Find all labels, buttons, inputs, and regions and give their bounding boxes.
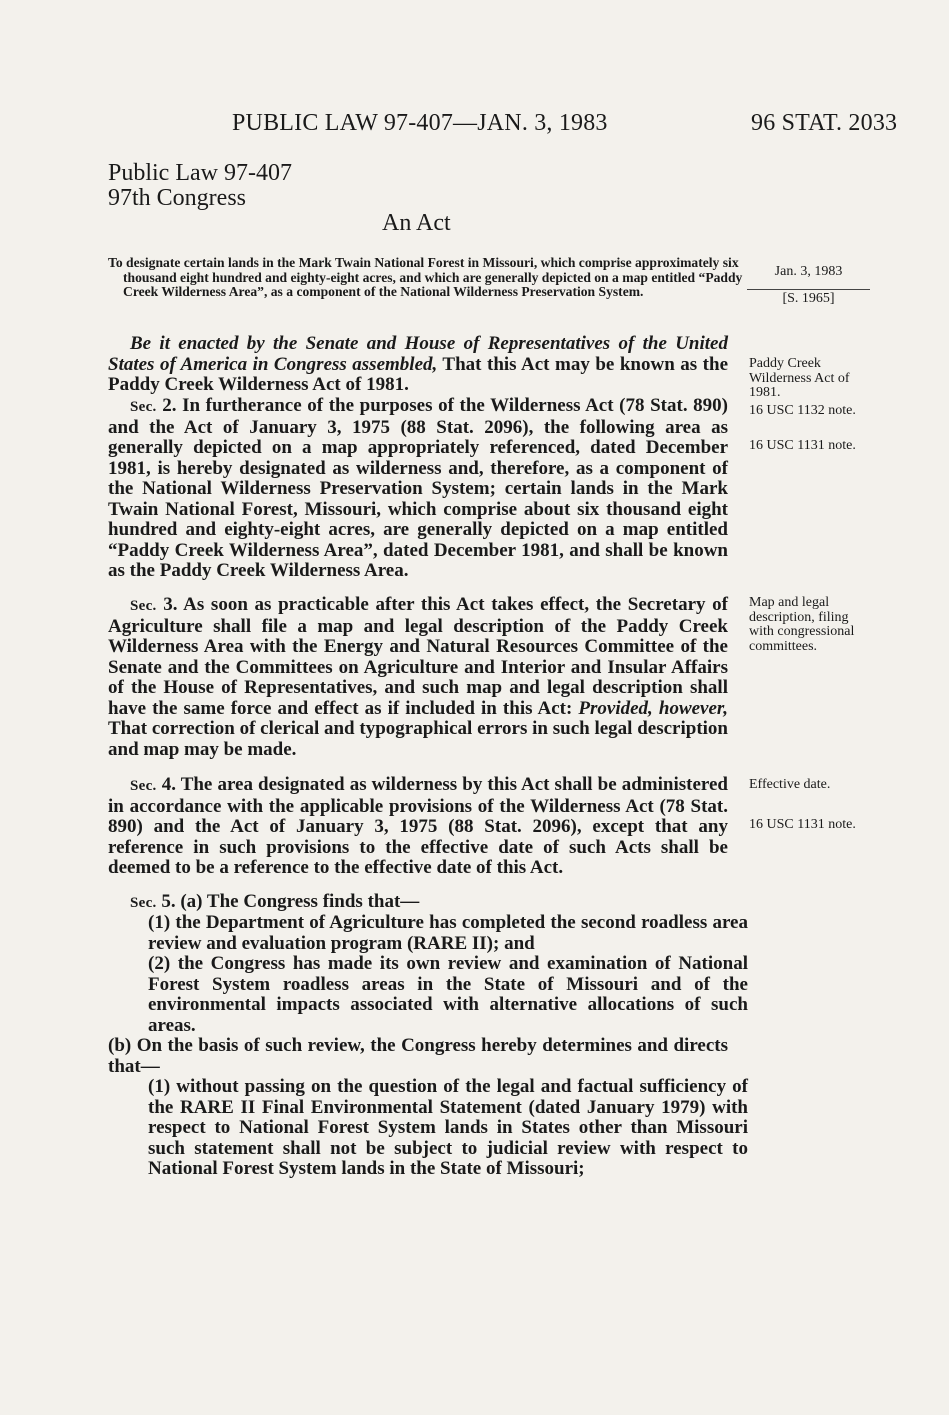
margin-usc-1131: 16 USC 1131 note. <box>749 438 856 453</box>
section-5 <box>108 892 728 914</box>
section-5-text: (a) The Congress finds that— <box>175 891 420 912</box>
margin-usc-1132: 16 USC 1132 note. <box>749 403 856 418</box>
section-2 <box>108 396 728 582</box>
section-3-text-a: As soon as practicable after this Act takes effect, the Secretary of Agriculture shall file a map and legal description of the Paddy Creek Wilderness Area with the Energy and Natural Resources Committee of the Senate and the Committees on Agriculture and Interior and Insular Affairs of the House of Representatives, and such map and legal description shall have the same force and effect as if included in this Act: <box>108 594 728 719</box>
enacting-clause-italic: Be it enacted by the Senate and House of Representatives of the United States of America in Congress assembled, <box>108 333 728 375</box>
act-label: An Act <box>382 210 451 236</box>
section-abbr: Sec. <box>130 399 157 415</box>
margin-usc-1131-b: 16 USC 1131 note. <box>749 817 856 832</box>
section-3-proviso: Provided, however, <box>578 697 729 719</box>
section-5-a-2: (2) the Congress has made its own review and examination of National Forest System roadless areas in the State of Missouri and of the environmental impacts associated with alternative allocations of such areas. <box>148 953 748 1036</box>
congress-number: 97th Congress <box>108 185 246 211</box>
section-abbr: Sec. <box>130 895 157 911</box>
section-2-text: In furtherance of the purposes of the Wilderness Act (78 Stat. 890) and the Act of January 3, 1975 (88 Stat. 2096), the following area as generally depicted on a map appropriately referenced, dated December 1981, is hereby designated as wilderness and, therefore, as a component of the National Wilderness Preservation System; certain lands in the Mark Twain National Forest, Missouri, which comprise about six thousand eight hundred and eighty-eight acres, are generally depicted on a map entitled “Paddy Creek Wilderness Area”, dated December 1981, and shall be known as the Paddy Creek Wilderness Area. <box>108 395 729 581</box>
margin-map-filing: Map and legal description, filing with congressional committees. <box>749 595 855 654</box>
margin-bill-number: [S. 1965] <box>747 289 870 307</box>
enacting-clause-rest: That this Act may be known as the Paddy Creek Wilderness Act of 1981. <box>108 353 728 395</box>
section-abbr: Sec. <box>130 598 157 614</box>
margin-date: Jan. 3, 1983 <box>774 264 843 279</box>
section-2-number: 2. <box>156 395 177 416</box>
running-head-left: PUBLIC LAW 97-407—JAN. 3, 1983 <box>232 110 608 136</box>
section-5-b: (b) On the basis of such review, the Congress hereby determines and directs that— <box>108 1035 728 1077</box>
public-law-number: Public Law 97-407 <box>108 160 292 186</box>
margin-short-title: Paddy Creek Wilderness Act of 1981. <box>749 356 850 400</box>
section-4-text: The area designated as wilderness by this Act shall be administered in accordance with the applicable provisions of the Wilderness Act (78 Stat. 890) and the Act of January 3, 1975 (88 Stat. 2096), except that any reference in such provisions to the effective date of such Acts shall be deemed to be a reference to the effective date of this Act. <box>108 774 729 878</box>
enacting-clause <box>108 334 728 396</box>
section-4 <box>108 775 728 879</box>
section-4-number: 4. <box>156 774 176 795</box>
section-5-a-1: (1) the Department of Agriculture has completed the second roadless area review and evaluation program (RARE II); and <box>148 912 748 954</box>
running-head-right: 96 STAT. 2033 <box>751 110 898 136</box>
section-abbr: Sec. <box>130 778 157 794</box>
act-title: To designate certain lands in the Mark Twain National Forest in Missouri, which comprise approximately six thousand eight hundred and eighty-eight acres, and which are generally depicted on a map entitled “Paddy Creek Wilderness Area”, as a component of the National Wilderness Preservation System. <box>108 255 743 299</box>
section-3 <box>108 595 728 760</box>
section-5-number: 5. <box>156 891 176 912</box>
section-5-b-1: (1) without passing on the question of the legal and factual sufficiency of the RARE II Final Environmental Statement (dated January 1979) with respect to National Forest System lands in States other than Missouri such statement shall not be subject to judicial review with respect to National Forest System lands in the State of Missouri; <box>148 1076 748 1179</box>
margin-effective-date: Effective date. <box>749 777 831 792</box>
section-3-text-b: That correction of clerical and typographical errors in such legal description and map may be made. <box>108 718 728 760</box>
section-3-number: 3. <box>156 594 178 615</box>
